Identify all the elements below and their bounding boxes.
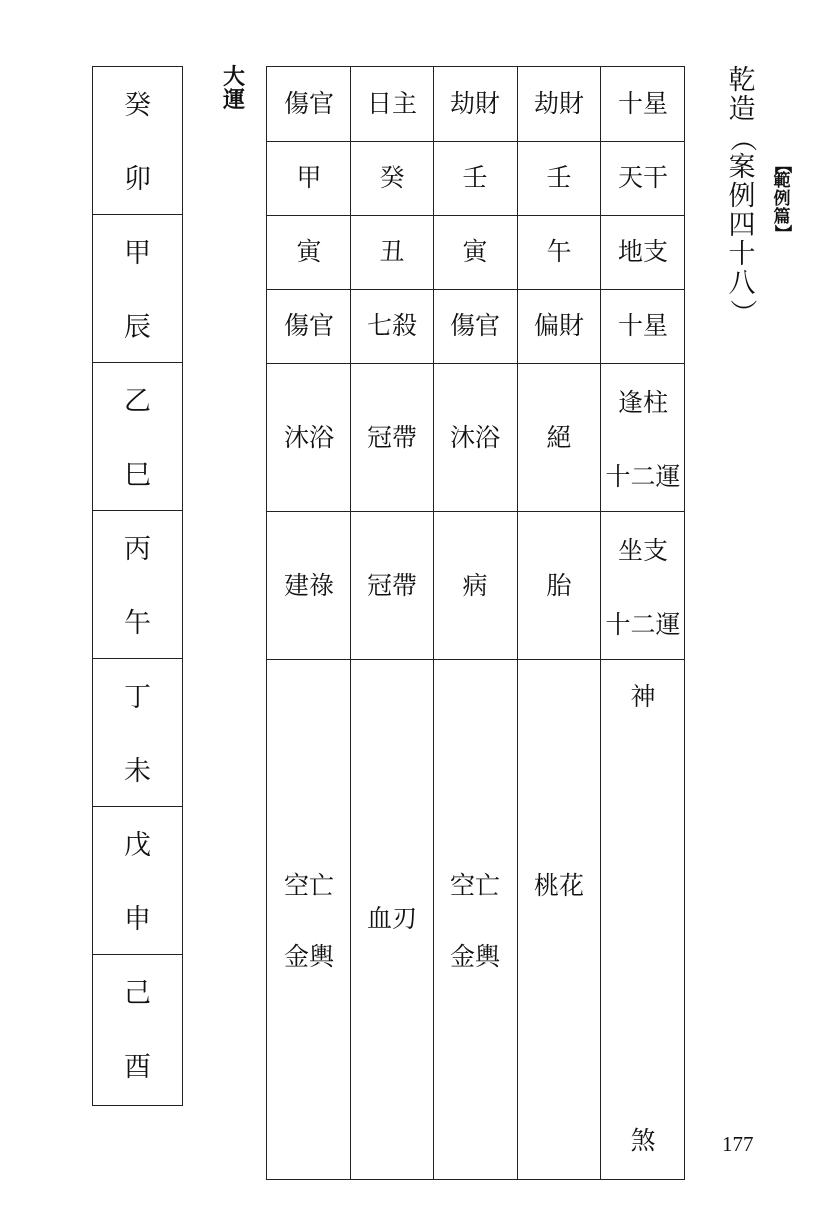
grid-line <box>433 67 434 1179</box>
grid-line <box>350 67 351 1179</box>
title-char: 乾 <box>728 65 756 96</box>
dayun-branch: 午 <box>124 608 151 639</box>
zuo-zhi-cell: 病 <box>462 571 488 600</box>
earth-branch-cell: 午 <box>546 237 572 266</box>
dayun-stem: 丙 <box>124 534 151 565</box>
page-number: 177 <box>722 1132 754 1156</box>
title-char: ） <box>726 299 758 326</box>
row-header-earth: 地支 <box>617 237 668 266</box>
shensha-cell: 金輿 <box>283 942 334 971</box>
grid-line <box>267 659 684 660</box>
shensha-cell: 血刃 <box>366 904 417 933</box>
section-char: 】 <box>772 224 792 242</box>
feng-zhu-cell: 絕 <box>546 423 572 452</box>
heaven-stem-cell: 壬 <box>546 163 572 192</box>
dayun-branch: 辰 <box>124 312 151 343</box>
dayun-stem: 甲 <box>124 238 151 269</box>
earth-branch-cell: 寅 <box>462 237 488 266</box>
dayun-pillar <box>93 511 182 659</box>
ten-star-cell: 劫財 <box>533 89 584 118</box>
row-header-feng-zhu: 逢柱 <box>617 388 668 417</box>
dayun-pillar <box>93 67 182 215</box>
shensha-cell: 空亡 <box>449 871 500 900</box>
dayun-pillar <box>93 215 182 363</box>
earth-branch-cell: 寅 <box>296 237 322 266</box>
row-header-ten-star: 十星 <box>617 311 668 340</box>
feng-zhu-cell: 冠帶 <box>366 423 417 452</box>
grid-line <box>267 289 684 290</box>
bazi-chart <box>266 66 685 1180</box>
grid-line <box>517 67 518 1179</box>
ten-star-cell: 傷官 <box>283 89 334 118</box>
dayun-branch: 卯 <box>124 164 151 195</box>
row-header-shensha: 神 <box>630 682 656 711</box>
dayun-pillar <box>93 955 182 1103</box>
title-char: 四 <box>728 210 756 241</box>
dayun-label-char: 運 <box>222 87 245 113</box>
row-header-twelve-stages: 十二運 <box>605 462 681 491</box>
grid-line <box>267 363 684 364</box>
dayun-label-char: 大 <box>222 64 245 90</box>
grid-line <box>267 141 684 142</box>
dayun-branch: 未 <box>124 756 151 787</box>
dayun-branch: 酉 <box>124 1052 151 1083</box>
page-title <box>726 66 758 327</box>
section-char: 【 <box>772 156 792 174</box>
title-char: （ <box>726 125 758 152</box>
ten-star-cell: 傷官 <box>449 311 500 340</box>
heaven-stem-cell: 壬 <box>462 163 488 192</box>
ten-star-cell: 偏財 <box>533 311 584 340</box>
section-char: 範 <box>773 171 791 191</box>
row-header-heaven: 天干 <box>617 163 668 192</box>
row-header-ten-star: 十星 <box>617 89 668 118</box>
dayun-stem: 戊 <box>124 830 151 861</box>
heaven-stem-cell: 癸 <box>379 163 405 192</box>
row-header-twelve-stages: 十二運 <box>605 610 681 639</box>
zuo-zhi-cell: 冠帶 <box>366 571 417 600</box>
zuo-zhi-cell: 胎 <box>546 571 572 600</box>
dayun-stem: 丁 <box>124 682 151 713</box>
title-char: 造 <box>728 94 756 125</box>
shensha-cell: 金輿 <box>449 942 500 971</box>
feng-zhu-cell: 沐浴 <box>283 423 334 452</box>
dayun-stem: 乙 <box>124 386 151 417</box>
shensha-cell: 空亡 <box>283 871 334 900</box>
ten-star-cell: 七殺 <box>366 311 417 340</box>
dayun-pillar <box>93 363 182 511</box>
dayun-stem: 己 <box>124 978 151 1009</box>
dayun-branch: 巳 <box>124 460 151 491</box>
dayun-stem: 癸 <box>124 90 151 121</box>
ten-star-cell: 日主 <box>366 89 417 118</box>
dayun-label <box>221 66 247 112</box>
section-label <box>772 158 792 240</box>
title-char: 十 <box>728 239 756 270</box>
grid-line <box>267 511 684 512</box>
ten-star-cell: 劫財 <box>449 89 500 118</box>
row-header-shensha: 煞 <box>630 1126 656 1155</box>
zuo-zhi-cell: 建祿 <box>283 571 334 600</box>
title-char: 八 <box>728 268 756 299</box>
dayun-pillar <box>93 659 182 807</box>
ten-star-cell: 傷官 <box>283 311 334 340</box>
section-char: 例 <box>773 189 791 209</box>
heaven-stem-cell: 甲 <box>296 163 322 192</box>
earth-branch-cell: 丑 <box>379 237 405 266</box>
title-char: 例 <box>728 181 756 212</box>
dayun-branch: 申 <box>124 904 151 935</box>
feng-zhu-cell: 沐浴 <box>449 423 500 452</box>
section-char: 篇 <box>773 207 791 227</box>
dayun-pillar <box>93 807 182 955</box>
title-char: 案 <box>728 152 756 183</box>
row-header-zuo-zhi: 坐支 <box>617 536 668 565</box>
shensha-cell: 桃花 <box>533 871 584 900</box>
grid-line <box>267 215 684 216</box>
dayun-column <box>92 66 183 1106</box>
